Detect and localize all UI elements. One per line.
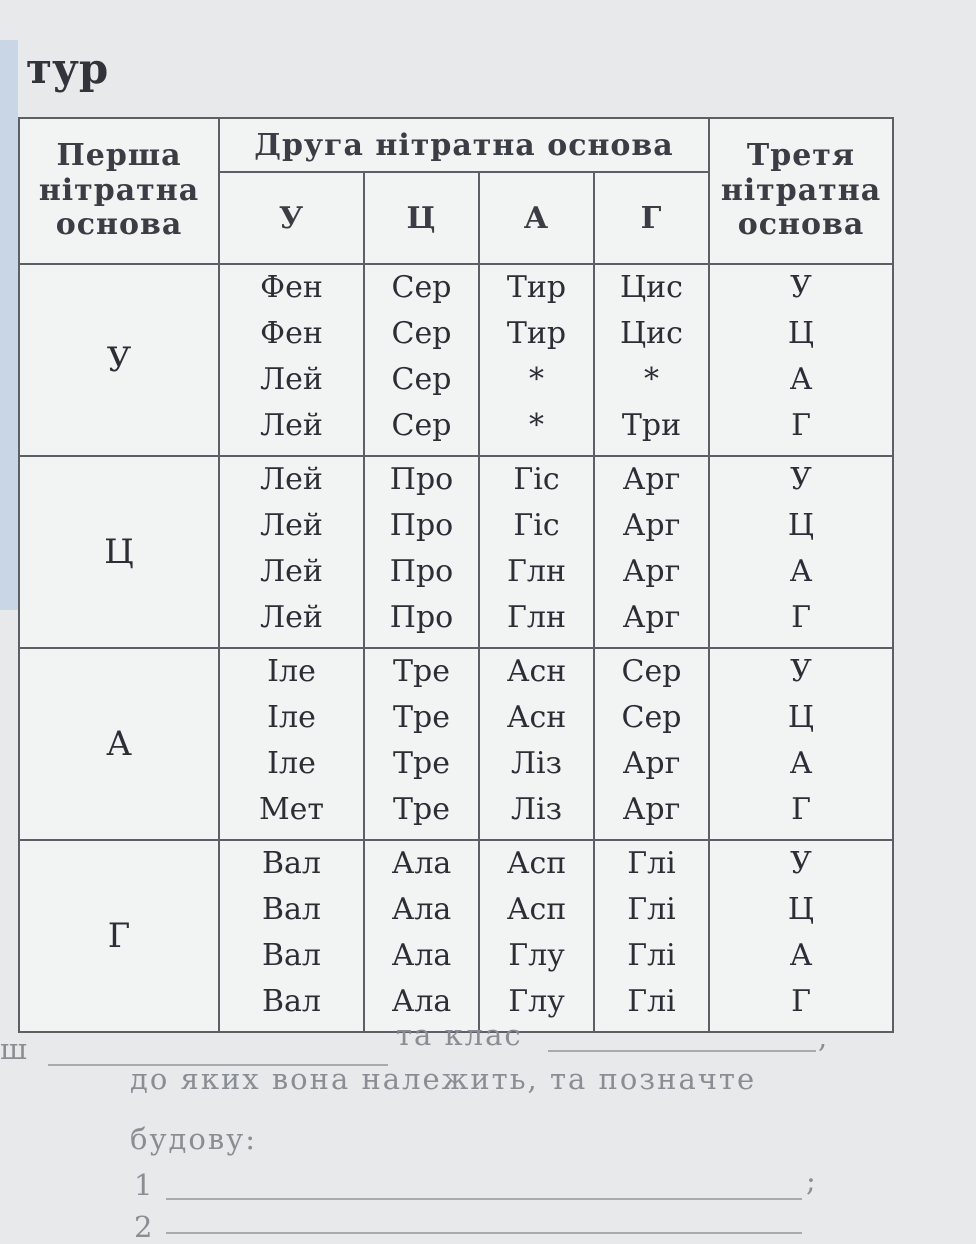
task-text xyxy=(0,1010,976,1244)
amino-acid: Сер xyxy=(391,316,452,351)
amino-acid: Три xyxy=(621,408,682,443)
line2-text: до яких вона належить, та позначте xyxy=(130,1062,757,1096)
third-base: Г xyxy=(791,984,811,1019)
third-base-column xyxy=(709,648,893,840)
first-base-cell: У xyxy=(19,264,219,456)
amino-acid: Лей xyxy=(260,554,323,589)
stop-codon-mark: * xyxy=(529,408,544,443)
amino-acid: Тре xyxy=(393,792,450,827)
first-base-cell: А xyxy=(19,648,219,840)
item1-end: ; xyxy=(806,1164,818,1198)
amino-acid: Сер xyxy=(621,654,682,689)
second-base-g: Г xyxy=(594,172,709,264)
first-base-cell: Г xyxy=(19,840,219,1032)
second-base-a: А xyxy=(479,172,594,264)
amino-acid: Тре xyxy=(393,700,450,735)
amino-acid: Глу xyxy=(508,938,565,973)
third-base: А xyxy=(789,554,813,589)
amino-acid-column xyxy=(364,264,479,456)
amino-acid: Ліз xyxy=(511,792,562,827)
amino-acid: Сер xyxy=(391,408,452,443)
amino-acid: Вал xyxy=(262,846,321,881)
item1-number: 1 xyxy=(134,1168,155,1202)
header-first-base: Перша нітратна основа xyxy=(19,118,219,264)
third-base: У xyxy=(790,462,812,497)
first-base-cell: Ц xyxy=(19,456,219,648)
third-base-column xyxy=(709,840,893,1032)
amino-acid: Гіс xyxy=(513,508,560,543)
stop-codon-mark: * xyxy=(529,362,544,397)
amino-acid: Арг xyxy=(622,462,681,497)
amino-acid: Вал xyxy=(262,984,321,1019)
amino-acid: Асн xyxy=(506,654,567,689)
amino-acid: Тре xyxy=(393,746,450,781)
third-base: Ц xyxy=(787,892,815,927)
amino-acid: Лей xyxy=(260,462,323,497)
table-row xyxy=(19,264,893,456)
amino-acid: Асн xyxy=(506,700,567,735)
third-base: Г xyxy=(791,408,811,443)
amino-acid: Асп xyxy=(506,892,567,927)
answer-blank xyxy=(548,1050,816,1052)
amino-acid-column xyxy=(479,648,594,840)
amino-acid: Глу xyxy=(508,984,565,1019)
line1-end: , xyxy=(818,1020,830,1054)
amino-acid: Глн xyxy=(507,600,566,635)
item2-number: 2 xyxy=(134,1210,155,1244)
third-base: А xyxy=(789,362,813,397)
amino-acid: Ала xyxy=(391,846,452,881)
amino-acid-column xyxy=(479,264,594,456)
line3-text: будову: xyxy=(130,1122,257,1156)
third-base: А xyxy=(789,938,813,973)
amino-acid: Ліз xyxy=(511,746,562,781)
third-base: Ц xyxy=(787,316,815,351)
header-third-base: Третя нітратна основа xyxy=(709,118,893,264)
amino-acid: Про xyxy=(389,462,454,497)
amino-acid-column xyxy=(364,648,479,840)
table-row xyxy=(19,456,893,648)
amino-acid-column xyxy=(594,456,709,648)
amino-acid: Ала xyxy=(391,892,452,927)
amino-acid-column xyxy=(219,840,364,1032)
genetic-code-table xyxy=(18,117,894,1033)
section-title: тур xyxy=(26,44,109,93)
amino-acid-column xyxy=(479,456,594,648)
amino-acid: Глі xyxy=(627,938,676,973)
amino-acid: Вал xyxy=(262,938,321,973)
amino-acid: Лей xyxy=(260,508,323,543)
amino-acid: Глі xyxy=(627,984,676,1019)
table-row xyxy=(19,840,893,1032)
amino-acid: Ала xyxy=(391,938,452,973)
amino-acid: Глн xyxy=(507,554,566,589)
amino-acid-column xyxy=(594,648,709,840)
amino-acid: Цис xyxy=(620,316,683,351)
amino-acid: Сер xyxy=(391,362,452,397)
amino-acid: Лей xyxy=(260,408,323,443)
amino-acid: Ала xyxy=(391,984,452,1019)
third-base: У xyxy=(790,846,812,881)
amino-acid-column xyxy=(219,264,364,456)
amino-acid: Асп xyxy=(506,846,567,881)
amino-acid: Арг xyxy=(622,792,681,827)
amino-acid: Тир xyxy=(506,270,567,305)
amino-acid: Фен xyxy=(260,316,323,351)
third-base-column xyxy=(709,456,893,648)
stop-codon-mark: * xyxy=(644,362,659,397)
amino-acid: Арг xyxy=(622,508,681,543)
amino-acid-column xyxy=(219,456,364,648)
amino-acid: Гіс xyxy=(513,462,560,497)
amino-acid: Арг xyxy=(622,746,681,781)
amino-acid: Глі xyxy=(627,846,676,881)
line1-prefix: ш xyxy=(0,1032,29,1066)
amino-acid: Про xyxy=(389,554,454,589)
amino-acid: Тир xyxy=(506,316,567,351)
amino-acid-column xyxy=(364,456,479,648)
amino-acid: Цис xyxy=(620,270,683,305)
third-base: Г xyxy=(791,600,811,635)
amino-acid: Лей xyxy=(260,362,323,397)
amino-acid-column xyxy=(594,264,709,456)
amino-acid-column xyxy=(479,840,594,1032)
amino-acid: Вал xyxy=(262,892,321,927)
amino-acid-column xyxy=(594,840,709,1032)
amino-acid: Фен xyxy=(260,270,323,305)
amino-acid: Іле xyxy=(267,700,316,735)
amino-acid: Сер xyxy=(391,270,452,305)
amino-acid: Сер xyxy=(621,700,682,735)
second-base-u: У xyxy=(219,172,364,264)
amino-acid: Іле xyxy=(267,746,316,781)
amino-acid: Про xyxy=(389,600,454,635)
table-row xyxy=(19,648,893,840)
second-base-c: Ц xyxy=(364,172,479,264)
third-base: Ц xyxy=(787,700,815,735)
amino-acid: Про xyxy=(389,508,454,543)
amino-acid: Арг xyxy=(622,554,681,589)
amino-acid: Тре xyxy=(393,654,450,689)
line1-middle: та клас xyxy=(396,1018,523,1052)
third-base-column xyxy=(709,264,893,456)
amino-acid: Глі xyxy=(627,892,676,927)
header-second-base: Друга нітратна основа xyxy=(219,118,709,172)
amino-acid: Іле xyxy=(267,654,316,689)
third-base: А xyxy=(789,746,813,781)
third-base: У xyxy=(790,654,812,689)
third-base: Г xyxy=(791,792,811,827)
amino-acid-column xyxy=(219,648,364,840)
answer-blank xyxy=(166,1198,802,1200)
amino-acid: Лей xyxy=(260,600,323,635)
page-edge-strip xyxy=(0,40,18,610)
amino-acid: Мет xyxy=(258,792,325,827)
amino-acid-column xyxy=(364,840,479,1032)
third-base: Ц xyxy=(787,508,815,543)
amino-acid: Арг xyxy=(622,600,681,635)
third-base: У xyxy=(790,270,812,305)
